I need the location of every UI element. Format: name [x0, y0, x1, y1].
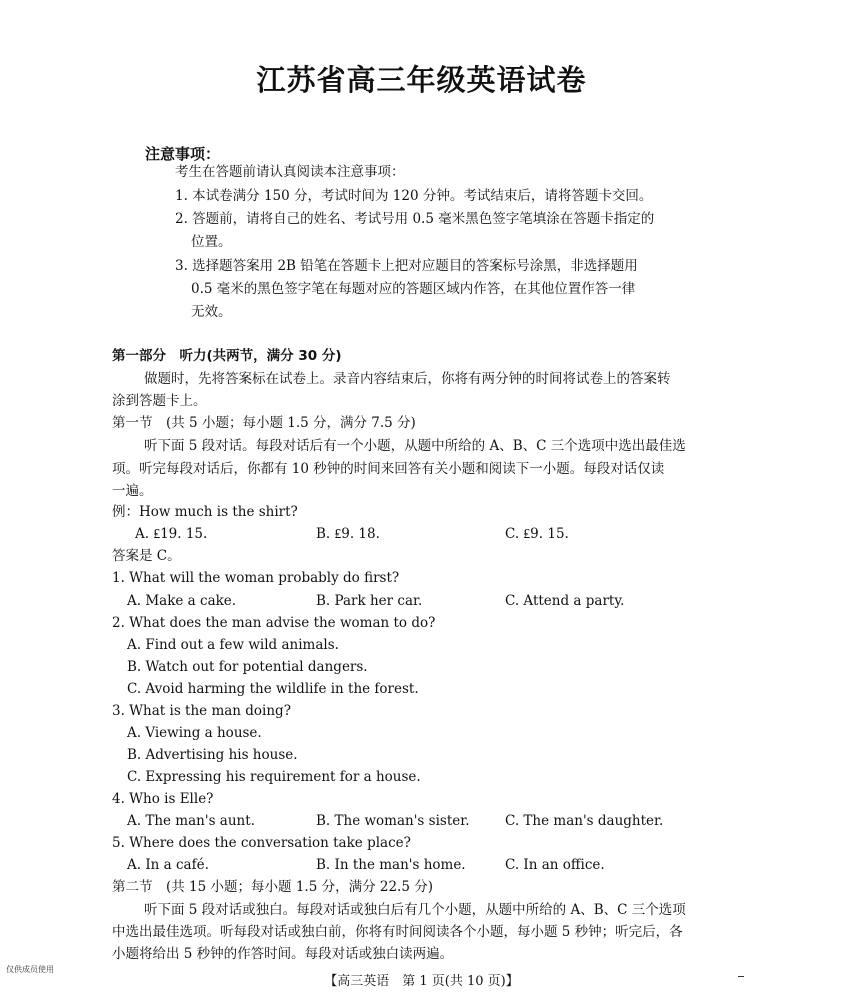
question-5: 5. Where does the conversation take place? — [112, 835, 411, 851]
section1-intro: 项。听完每段对话后，你都有 10 秒钟的时间来回答有关小题和阅读下一小题。每段对话仅读 — [112, 461, 665, 477]
q5-option-c: C. In an office. — [505, 857, 605, 873]
q5-option-b: B. In the man's home. — [316, 857, 466, 873]
section2-heading: 第二节 (共 15 小题；每小题 1.5 分，满分 22.5 分) — [112, 879, 433, 895]
example-option-b: B. ₤9. 18. — [316, 526, 380, 542]
question-4: 4. Who is Elle? — [112, 791, 214, 807]
notice-line: 0.5 毫米的黑色签字笔在每题对应的答题区域内作答，在其他位置作答一律 — [191, 281, 636, 297]
q3-option-b: B. Advertising his house. — [127, 747, 298, 763]
part1-heading: 第一部分 听力(共两节，满分 30 分) — [112, 348, 342, 364]
notice-line: 位置。 — [191, 234, 232, 250]
example-answer: 答案是 C。 — [112, 548, 181, 564]
q3-option-c: C. Expressing his requirement for a house. — [127, 769, 421, 785]
notice-line: 3. 选择题答案用 2B 铅笔在答题卡上把对应题目的答案标号涂黑，非选择题用 — [175, 258, 638, 274]
q4-option-a: A. The man's aunt. — [127, 813, 255, 829]
page-title: 江苏省高三年级英语试卷 — [256, 63, 587, 97]
part1-intro: 涂到答题卡上。 — [112, 393, 207, 409]
q2-option-c: C. Avoid harming the wildlife in the forest. — [127, 681, 419, 697]
section1-intro: 一遍。 — [112, 483, 153, 499]
q5-option-a: A. In a café. — [127, 857, 209, 873]
section1-intro: 听下面 5 段对话。每段对话后有一个小题，从题中所给的 A、B、C 三个选项中选出最佳选 — [144, 438, 686, 454]
q2-option-a: A. Find out a few wild animals. — [127, 637, 339, 653]
notice-line: 无效。 — [191, 304, 232, 320]
example-question: 例：How much is the shirt? — [112, 504, 298, 520]
question-1: 1. What will the woman probably do first? — [112, 570, 400, 586]
q4-option-c: C. The man's daughter. — [505, 813, 664, 829]
corner-mark — [738, 976, 744, 977]
q1-option-b: B. Park her car. — [316, 593, 423, 609]
notice-line: 2. 答题前，请将自己的姓名、考试号用 0.5 毫米黑色签字笔填涂在答题卡指定的 — [175, 211, 655, 227]
notice-heading: 注意事项： — [145, 145, 221, 163]
notice-line: 1. 本试卷满分 150 分，考试时间为 120 分钟。考试结束后，请将答题卡交回。 — [175, 188, 653, 204]
section2-intro: 中选出最佳选项。听每段对话或独白前，你将有时间阅读各个小题，每小题 5 秒钟；听完后，各 — [112, 924, 683, 940]
q4-option-b: B. The woman's sister. — [316, 813, 470, 829]
section1-heading: 第一节 (共 5 小题；每小题 1.5 分，满分 7.5 分) — [112, 415, 416, 431]
section2-intro: 听下面 5 段对话或独白。每段对话或独白后有几个小题，从题中所给的 A、B、C 三个选项 — [144, 902, 686, 918]
section2-intro: 小题将给出 5 秒钟的作答时间。每段对话或独白读两遍。 — [112, 946, 454, 962]
example-option-a: A. ₤19. 15. — [135, 526, 208, 542]
question-3: 3. What is the man doing? — [112, 703, 291, 719]
page-footer: 【高三英语 第 1 页(共 10 页)】 — [324, 974, 519, 989]
q2-option-b: B. Watch out for potential dangers. — [127, 659, 368, 675]
q1-option-a: A. Make a cake. — [127, 593, 237, 609]
question-2: 2. What does the man advise the woman to do? — [112, 615, 436, 631]
side-note: 仅供成员使用 — [6, 965, 54, 974]
q1-option-c: C. Attend a party. — [505, 593, 625, 609]
notice-line: 考生在答题前请认真阅读本注意事项： — [175, 164, 405, 180]
example-option-c: C. ₤9. 15. — [505, 526, 569, 542]
q3-option-a: A. Viewing a house. — [127, 725, 262, 741]
part1-intro: 做题时，先将答案标在试卷上。录音内容结束后，你将有两分钟的时间将试卷上的答案转 — [144, 371, 671, 387]
